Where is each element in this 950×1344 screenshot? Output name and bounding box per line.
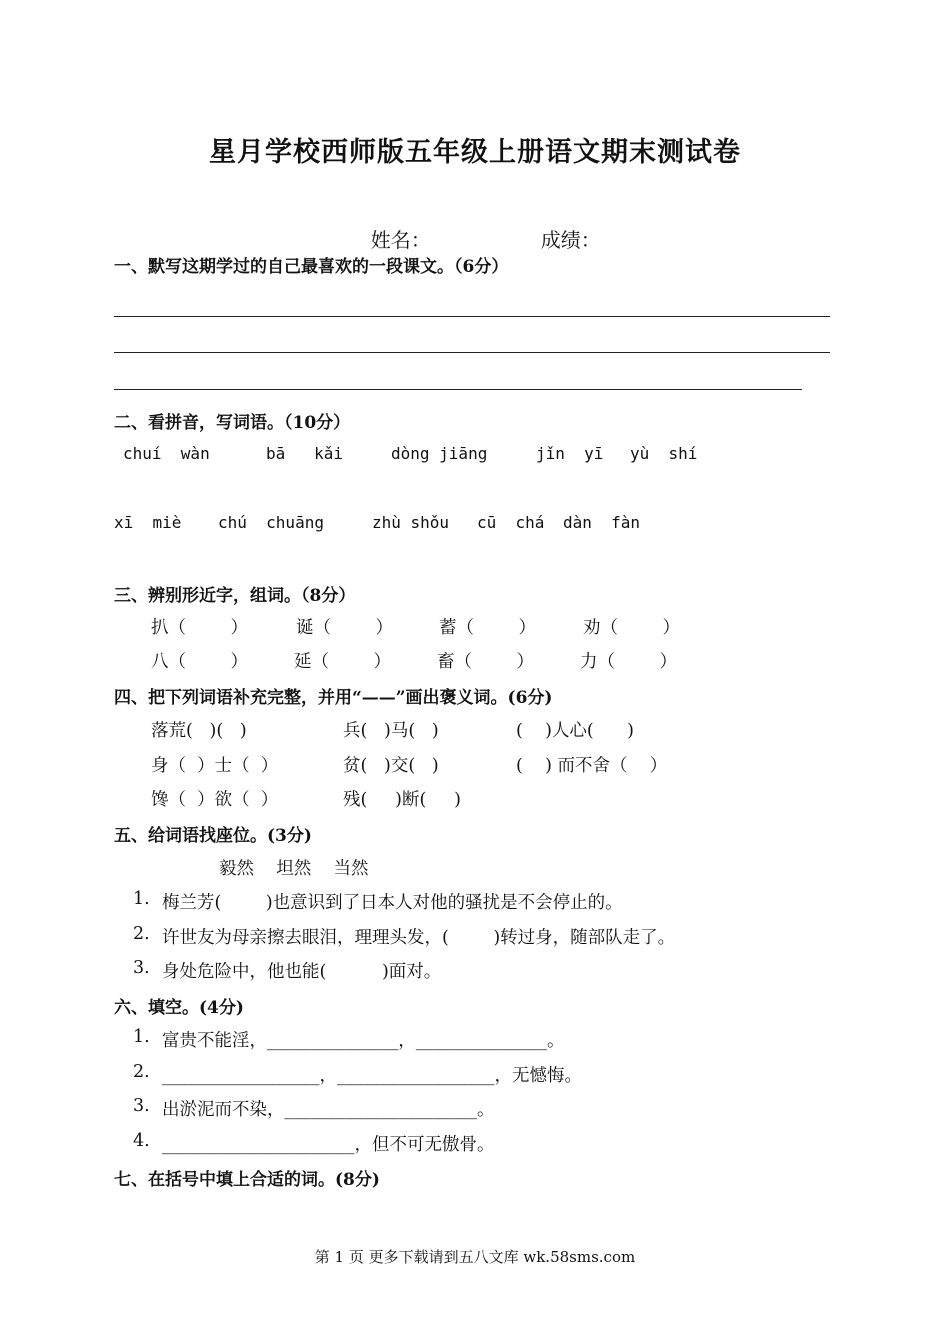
score-label: 成绩： <box>540 228 601 252</box>
section-1-heading: 一、默写这期学过的自己最喜欢的一段课文。（6分） <box>114 257 509 277</box>
char-item: 劝（ ） <box>583 618 681 638</box>
answer-line <box>114 389 802 390</box>
item-number: 2. <box>133 1062 150 1082</box>
char-item: 畜（ ） <box>437 652 535 672</box>
idiom-item: 身（ ）士（ ） <box>151 756 279 776</box>
char-item: 蓄（ ） <box>439 618 537 638</box>
section-6-heading: 六、填空。(4分) <box>114 998 244 1018</box>
page-title: 星月学校西师版五年级上册语文期末测试卷 <box>209 137 741 168</box>
name-score-bar <box>358 200 601 253</box>
item-number: 1. <box>133 889 150 909</box>
idiom-item: ( ) 而不舍（ ） <box>516 756 668 776</box>
name-label: 姓名： <box>370 228 431 252</box>
section-2-heading: 二、看拼音，写词语。（10分） <box>114 413 351 433</box>
section-5-heading: 五、给词语找座位。(3分) <box>114 826 312 846</box>
idiom-item: ( )人心( ) <box>516 721 634 741</box>
pinyin-item: bā kǎi <box>266 444 344 463</box>
idiom-item: 馋（ ）欲（ ） <box>151 790 279 810</box>
pinyin-item: dàn fàn <box>563 513 641 532</box>
fill-sentence: 梅兰芳( )也意识到了日本人对他的骚扰是不会停止的。 <box>162 893 623 913</box>
idiom-item: 兵( )马( ) <box>343 721 439 741</box>
item-number: 3. <box>133 958 150 978</box>
idiom-item: 残( )断( ) <box>343 790 461 810</box>
pinyin-item: dòng jiāng <box>391 444 488 463</box>
pinyin-item: yù shí <box>630 444 698 463</box>
fill-sentence: 富贵不能淫，_______________，_______________。 <box>162 1031 565 1051</box>
char-item: 延（ ） <box>294 652 392 672</box>
item-number: 1. <box>133 1027 150 1047</box>
word-bank: 毅然 坦然 当然 <box>219 859 369 879</box>
page-footer: 第 1 页 更多下载请到五八文库 wk.58sms.com <box>314 1248 636 1266</box>
idiom-item: 贫( )交( ) <box>343 756 439 776</box>
pinyin-item: jǐn yī <box>536 444 604 463</box>
item-number: 3. <box>133 1096 150 1116</box>
char-item: 扒（ ） <box>151 618 249 638</box>
pinyin-item: xī miè <box>114 513 182 532</box>
fill-sentence: __________________，__________________，无憾悔。 <box>162 1066 582 1086</box>
char-item: 诞（ ） <box>296 618 394 638</box>
pinyin-item: cū chá <box>477 513 545 532</box>
answer-line <box>114 352 830 353</box>
fill-sentence: 出淤泥而不染，______________________。 <box>162 1100 495 1120</box>
pinyin-item: zhù shǒu <box>372 513 450 532</box>
item-number: 4. <box>133 1131 150 1151</box>
item-number: 2. <box>133 924 150 944</box>
answer-line <box>114 316 830 317</box>
fill-sentence: 许世友为母亲擦去眼泪，理理头发，( )转过身，随部队走了。 <box>162 928 676 948</box>
idiom-item: 落荒( )( ) <box>151 721 247 741</box>
fill-sentence: 身处危险中，他也能( )面对。 <box>162 962 442 982</box>
char-item: 力（ ） <box>580 652 678 672</box>
pinyin-item: chuí wàn <box>123 444 210 463</box>
fill-sentence: ______________________，但不可无傲骨。 <box>162 1135 495 1155</box>
section-4-heading: 四、把下列词语补充完整，并用“——”画出褒义词。(6分) <box>114 688 553 708</box>
char-item: 八（ ） <box>151 652 249 672</box>
section-7-heading: 七、在括号中填上合适的词。(8分) <box>114 1170 380 1190</box>
pinyin-item: chú chuāng <box>218 513 324 532</box>
section-3-heading: 三、辨别形近字，组词。（8分） <box>114 586 356 606</box>
